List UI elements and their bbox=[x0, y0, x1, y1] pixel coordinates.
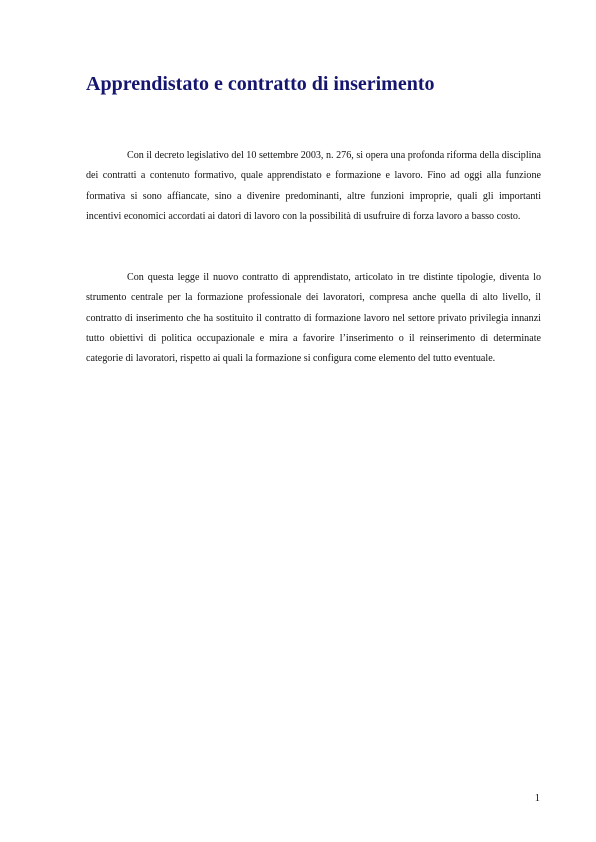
page-number: 1 bbox=[534, 793, 540, 804]
body-paragraph-1: Con il decreto legislativo del 10 settembre 2003, n. 276, si opera una profonda riforma della disciplina dei contratti a contenuto formativo, quale apprendistato e formazione e lavoro. Fino ad oggi alla funzione formativa si sono affiancate, sino a divenire predominanti, altre funzioni improprie, quali gli importanti incentivi economici accordati ai datori di lavoro con la possibilità di usufruire di forza lavoro a basso costo. bbox=[86, 150, 541, 222]
body-paragraph-2: Con questa legge il nuovo contratto di apprendistato, articolato in tre distinte tipologie, diventa lo strumento centrale per la formazione professionale dei lavoratori, compresa anche quella di alto livello, il contratto di inserimento che ha sostituito il contratto di formazione lavoro nel settore privato privilegia innanzi tutto obiettivi di politica occupazionale e mira a favorire l’inserimento o il reinserimento di determinate categorie di lavoratori, rispetto ai quali la formazione si configura come elemento del tutto eventuale. bbox=[86, 272, 541, 365]
page-title: Apprendistato e contratto di inserimento bbox=[86, 73, 435, 95]
